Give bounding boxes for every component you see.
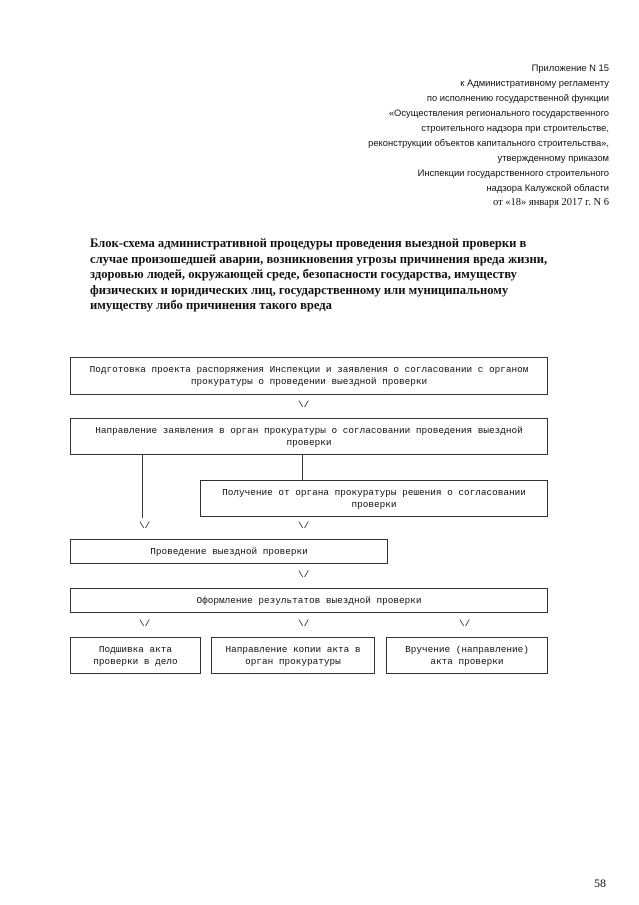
box-prepare-order: Подготовка проекта распоряжения Инспекции и заявления о согласовании с органом прокуратуры о проведении выездной проверки — [70, 357, 548, 395]
title-line: здоровью людей, окружающей среде, безопасности государства, имуществу — [90, 267, 517, 281]
arrow-down-left: \/ — [139, 520, 151, 531]
header-line: по исполнению государственной функции — [426, 92, 609, 103]
arrow-down-copy: \/ — [298, 618, 310, 629]
connector-line-center — [302, 455, 303, 480]
title-line: Блок-схема административной процедуры проведения выездной проверки в — [90, 236, 527, 250]
header-line: Инспекции государственного строительного — [417, 167, 609, 178]
document-title — [90, 236, 615, 314]
header-line: «Осуществления регионального государственного — [388, 107, 609, 118]
appendix-header — [249, 60, 609, 210]
box-deliver-act: Вручение (направление) акта проверки — [386, 637, 548, 674]
box-conduct-inspection: Проведение выездной проверки — [70, 539, 388, 564]
page-number: 58 — [594, 876, 606, 890]
arrow-down-2: \/ — [298, 569, 310, 580]
box-receive-decision: Получение от органа прокуратуры решения о согласовании проверки — [200, 480, 548, 517]
header-line: Приложение N 15 — [531, 62, 609, 73]
title-line: случае произошедшей аварии, возникновения угрозы причинения вреда жизни, — [90, 251, 548, 266]
title-line: физических и юридических лиц, государственному или муниципальному — [90, 282, 509, 297]
box-send-copy: Направление копии акта в орган прокуратуры — [211, 637, 375, 674]
box-file-act: Подшивка акта проверки в дело — [70, 637, 201, 674]
header-line: утвержденному приказом — [497, 152, 609, 163]
title-line: имуществу либо причинения такого вреда — [90, 298, 332, 312]
box-send-application: Направление заявления в орган прокуратуры о согласовании проведения выездной проверки — [70, 418, 548, 455]
header-date: от «18» января 2017 г. N 6 — [492, 197, 609, 208]
arrow-down-1: \/ — [298, 399, 310, 410]
box-formalize-results: Оформление результатов выездной проверки — [70, 588, 548, 613]
header-line: надзора Калужской области — [486, 182, 609, 193]
arrow-down-center: \/ — [298, 520, 310, 531]
header-line: к Административному регламенту — [460, 77, 609, 88]
header-line: реконструкции объектов капитального строительства», — [368, 137, 609, 148]
arrow-down-file: \/ — [139, 618, 151, 629]
header-line: строительного надзора при строительстве, — [421, 122, 609, 133]
connector-line-left — [142, 455, 143, 518]
arrow-down-deliver: \/ — [459, 618, 471, 629]
